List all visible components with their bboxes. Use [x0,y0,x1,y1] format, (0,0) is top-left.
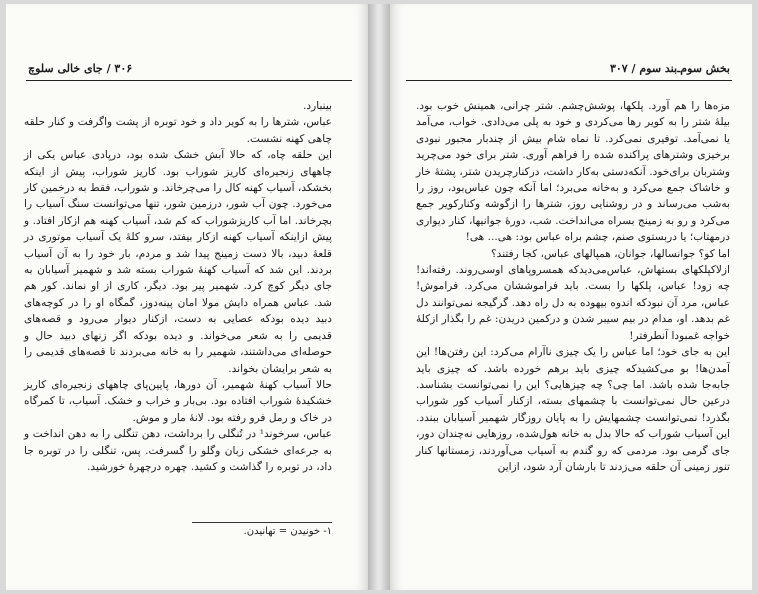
paragraph: عباس، شترها را به کویر داد و خود توبره از پشت واگرفت و کنار حلقه چاهی کهنه نشست. [24,116,332,145]
book-gutter [368,4,390,590]
header-rule [406,80,732,81]
paragraph: بینبارد. [303,100,332,112]
paragraph: حالا آسیاب کهنهٔ شهمیر، آن دورها، پایین‌پای چاههای زنجیره‌ای کاریز خشکیدهٔ شوراب افتاده بود. بی‌بار و خراب و خشک. آسیاب، تا کمرگاه در خاک و رمل فرو رفته بود. لانهٔ مار و موش. [24,378,332,424]
footnote: ۱- خونیدن = تهانیدن. [243,526,332,537]
footnote-rule [192,522,332,523]
header-rule [26,80,352,81]
page-header: ۳۰۶ / جای خالی سلوچ [28,62,133,75]
paragraph: مزه‌ها را هم آورد. پلکها، پوشش‌چشم. شتر چرانی، همینش خوب بود. بیلهٔ شتر را به کویر رها می‌کردی و خود به پلی می‌دادی. خواب، می‌آمد یا نمی‌آمد. توفیری نمی‌کرد. تا نماه شام بیش از چندبار مجبور نبودی برخیزی وشترهای پراکنده شده را فراهم آوری. شتر برای خود می‌چرید وشتربان برای‌خود. آنکه‌دستی به‌کار داشت، درکنارچریدن شتر، پشتهٔ خار و خاشاک جمع می‌کرد و به‌خانه می‌برد؛ اما آنکه چون عباس‌بود، روز را به‌شب می‌رساند و در روشنایی روز، شترها را ازگوشه وکنارکویر جمع می‌کرد و رو به زمینج بسراه می‌انداخت. شب، دورهٔ جوانیها، کنار دیواری درمهتاب؛ یا دربستوی صنم، چشم براه عباس بود: هی... هی! [416,100,730,244]
page-body [24,98,332,475]
left-page [6,4,368,590]
paragraph: عباس، سرخوند¹ در تُنگلی را برداشت، دهن تنگلی را به دهن انداخت و به جرعه‌ای خشکی زبان وگلو را گسرفت. پس، تنگلی را در توبره جا داد، در توبره را گذاشت و کشید. چهره درچهرهٔ خورشید. [24,428,332,473]
paragraph: اما کو؟ جوانسالها، جوانان، همپالهای عباس، کجا رفتند؟ [491,247,730,260]
page-body [416,98,730,475]
paragraph: این به جای خود؛ اما عباس را یک چیزی ناآرام می‌کرد: این رفتن‌ها! این آمدن‌ها! بو می‌کشیدکه چیزی باید برهم خورده باشد. که چیزی باید جابه‌جا شده باشد. اما چی؟ چه چیزهایی؟ این را نمی‌توانست بشناسد. درعین حال نمی‌توانست با چشمهای بسته، ازکنار آسیاب کور شوراب بگذرد! نمی‌توانست چشمهایش را به پایان روزگار شهمیر آسیابان ببندد. این آسیاب شوراب که حالا بدل به خانه هول‌شده، روزهایی نه‌چندان دور، جای گرمی بود. مردمی که رو گندم به آسیاب می‌آوردند، زمستانها کنار تنور زمینی آن حلقه می‌زدند تا بارشان آرد شود، ازاین [416,346,730,473]
paragraph: این حلقه چاه، که حالا آبش خشک شده بود، درپادی عباس یکی از چاههای زنجیره‌ای کاریز شوراب بود. کاریز شوراب، پیش از اینکه بخشکد، آسیاب کهنه کال را می‌چرخاند. و شوراب، فقط به درخمین کار می‌خورد. چون آب شور، درزمین شور، تنها می‌توانست سنگ آسیاب را بچرخاند. اما آب کاریزشوراب که کم شد، آسیاب کهنه هم ازکار افتاد. و پیش ازاینکه آسیاب کهنه ازکار بیفتد، سرو کلهٔ یک آسیاب موتوری در قلعهٔ دبید، بالا دست زمینج پیدا شد و مردم، بار خود را به آن آسیاب بردند. این شد که آسیاب کهنهٔ شوراب بسته شد و شهمیر آسیابان به جای دیگر کوچ کرد. شهمیر پیر بود. دیگر، کاری از او نماند. کور هم شد. عباس همراه دایش مولا امان پینه‌دوز، گمگاه او را در کوچه‌های دبید دیده بودکه عصایی به دست، ازکنار دیوار می‌رود و قصه‌های قدیمی را به شعر می‌خواند. و دیده بودکه اگر زنهای دبید حال و حوصله‌ای می‌داشتند، شهمیر را به خانه می‌بردند تا قصه‌های قدیمی را به شعر برایشان بخواند. [24,149,332,375]
paragraph: ازلاکپلکهای بستهاش، عباس‌می‌دیدکه همسروپاهای اوسی‌روند. رفته‌اند! چه زود! عباس، پلکها را بست. باید فراموششان می‌کرد. فراموش! عباس، مرد آن نبودکه اندوه بیهوده به دل راه دهد. گرگیجه نمی‌توانند دل غم بدهد. او، مدام در بیم سیبر شدن و درکمین دریدن: غم را بگذار ازکلهٔ خواجه غمبودا آنطرفتر! [416,264,730,342]
page-header: بخش سوم‌ـ‌بند سوم / ۳۰۷ [609,62,730,75]
right-page [390,4,752,590]
